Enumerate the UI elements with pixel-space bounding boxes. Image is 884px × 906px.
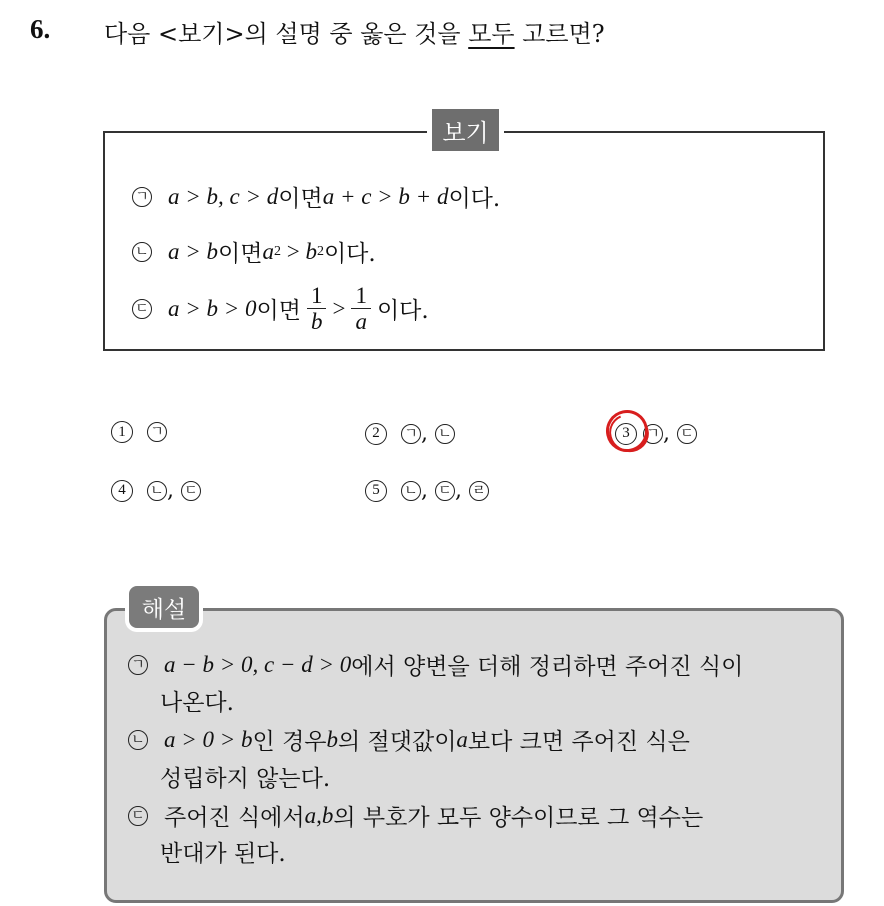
solution-item-2-math: a > 0 > b: [164, 726, 253, 752]
choice-3[interactable]: 3 ㄱ , ㄷ: [615, 421, 697, 446]
solution-item-2-t2: 의 절댓값이: [338, 729, 457, 755]
bogi-item-1-end: 이다.: [448, 186, 501, 212]
bogi-item-2-cond: a > b: [168, 238, 219, 264]
marker-giyeok: ㄱ: [128, 655, 148, 675]
question-emphasis: 모두: [468, 20, 515, 48]
solution-item-2-cont: 성립하지 않는다.: [160, 766, 331, 792]
solution-item-1-text: 에서 양변을 더해 정리하면 주어진 식이: [351, 654, 744, 680]
marker-nieun: ㄴ: [435, 424, 455, 444]
bogi-item-2-a: a: [262, 238, 274, 264]
marker-giyeok: ㄱ: [401, 424, 421, 444]
solution-item-3: [128, 799, 703, 832]
bogi-item-3-end: 이다.: [376, 298, 429, 325]
solution-item-3-t1: 주어진 식에서: [164, 805, 305, 831]
choice-1[interactable]: [111, 421, 167, 443]
bogi-item-2-mid: 이면: [218, 241, 263, 267]
solution-item-3-m1: a,b: [304, 802, 334, 828]
marker-digeut: ㄷ: [677, 424, 697, 444]
marker-digeut: ㄷ: [181, 481, 201, 501]
fraction-1-over-a: [351, 283, 371, 335]
bogi-item-2-end: 이다.: [323, 241, 376, 267]
choice-5[interactable]: 5 ㄴ , ㄷ , ㄹ: [365, 478, 489, 503]
exponent: 2: [316, 243, 324, 259]
choice-number: 5: [365, 480, 387, 502]
marker-giyeok: ㄱ: [643, 424, 663, 444]
choice-number: 2: [365, 423, 387, 445]
choice-number: 1: [111, 421, 133, 443]
marker-rieul: ㄹ: [469, 481, 489, 501]
marker-nieun: ㄴ: [132, 242, 152, 262]
solution-item-3-t2: 의 부호가 모두 양수이므로 그 역수는: [333, 805, 704, 831]
bogi-item-1: [132, 180, 500, 213]
marker-digeut: ㄷ: [435, 481, 455, 501]
bogi-item-2: ㄴ a > b 이면 a 2 > b 2 이다.: [132, 235, 376, 268]
fraction-numerator: 1: [307, 283, 327, 309]
marker-nieun: ㄴ: [128, 730, 148, 750]
question-text-after: 고르면?: [514, 20, 605, 48]
fraction-denominator: a: [355, 309, 367, 335]
fraction-1-over-b: [307, 283, 327, 335]
solution-item-1-math: a − b > 0, c − d > 0: [164, 651, 352, 677]
question-text: [104, 14, 605, 49]
fraction-denominator: b: [310, 309, 323, 335]
bogi-item-2-b: b: [305, 238, 317, 264]
question-text-before: 다음 <보기>의 설명 중 옳은 것을: [104, 20, 469, 48]
exponent: 2: [273, 243, 281, 259]
bogi-item-3-cond: a > b > 0: [168, 295, 257, 321]
marker-digeut: ㄷ: [128, 806, 148, 826]
bogi-item-3: [132, 283, 429, 335]
solution-item-1: [128, 648, 743, 681]
marker-giyeok: ㄱ: [132, 187, 152, 207]
fraction-numerator: 1: [351, 283, 371, 309]
solution-item-1-cont: 나온다.: [160, 690, 234, 716]
marker-nieun: ㄴ: [147, 481, 167, 501]
choice-2[interactable]: 2 ㄱ , ㄴ: [365, 421, 455, 446]
solution-item-3-cont: 반대가 된다.: [160, 841, 286, 867]
solution-item-2-m3: a: [456, 726, 468, 752]
bogi-item-1-cond: a > b, c > d: [168, 183, 279, 209]
bogi-item-1-mid: 이면: [278, 186, 323, 212]
bogi-item-1-result: a + c > b + d: [322, 183, 449, 209]
marker-digeut: ㄷ: [132, 299, 152, 319]
greater-than: >: [332, 295, 346, 321]
bogi-item-3-mid: 이면: [256, 298, 301, 325]
solution-item-2-t3: 보다 크면 주어진 식은: [467, 729, 690, 755]
bogi-title: 보기: [432, 109, 499, 151]
solution-item-2-t1: 인 경우: [252, 729, 327, 755]
choice-number: 3: [615, 423, 637, 445]
solution-item-2: [128, 723, 690, 756]
marker-nieun: ㄴ: [401, 481, 421, 501]
question-number: 6.: [30, 14, 51, 44]
solution-item-2-m2: b: [326, 726, 339, 752]
marker-giyeok: ㄱ: [147, 422, 167, 442]
solution-title: 해설: [129, 586, 199, 628]
choice-4[interactable]: 4 ㄴ , ㄷ: [111, 478, 201, 503]
choice-number: 4: [111, 480, 133, 502]
